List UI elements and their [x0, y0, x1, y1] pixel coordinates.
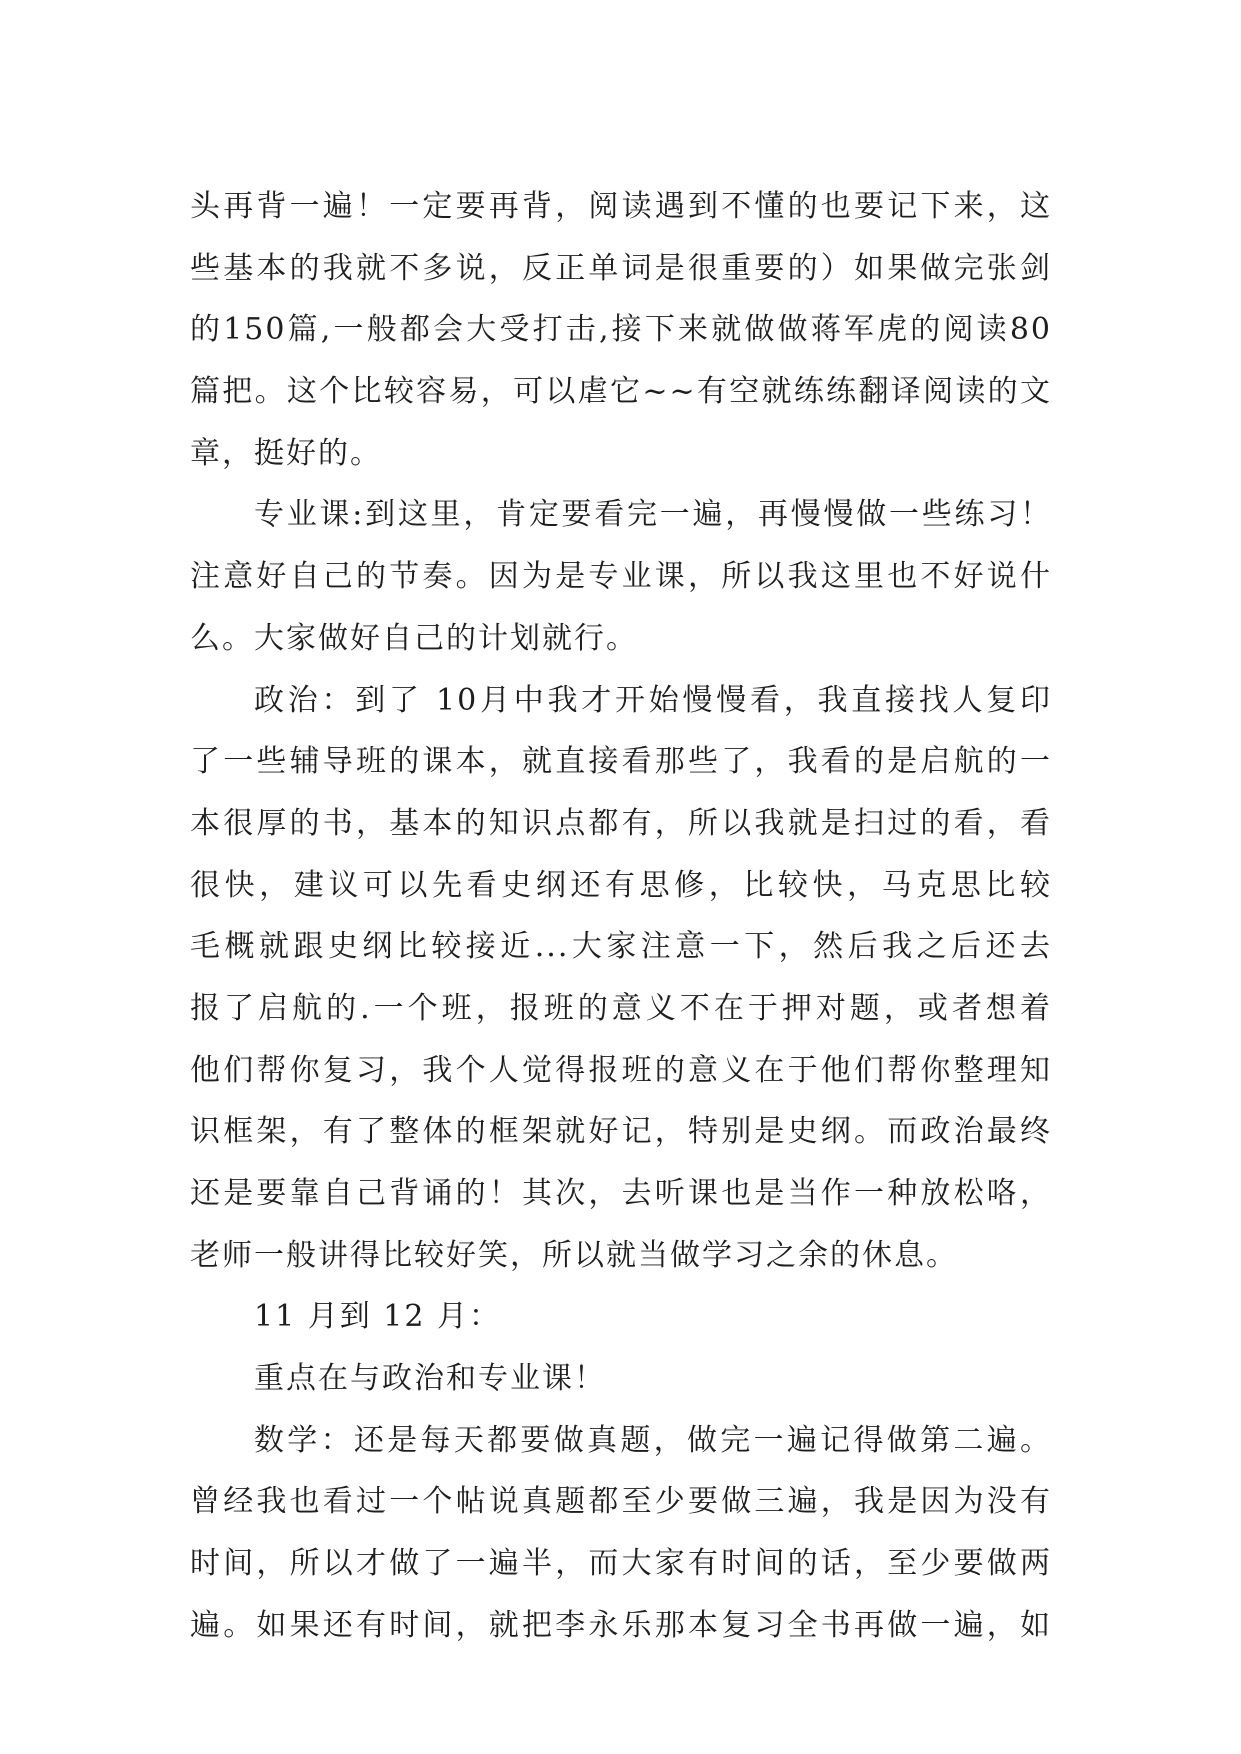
text-line: 重点在与政治和专业课！	[254, 1361, 606, 1397]
text-line: 曾经我也看过一个帖说真题都至少要做三遍，我是因为没有	[190, 1484, 1052, 1520]
paragraph-politics	[190, 670, 1052, 1287]
paragraph-major-course	[190, 484, 1052, 669]
paragraph-math	[190, 1410, 1052, 1657]
text-line: 些基本的我就不多说，反正单词是很重要的）如果做完张剑	[190, 250, 1052, 286]
text-line: 很快，建议可以先看史纲还有思修，比较快，马克思比较	[190, 867, 1052, 903]
text-line: 11 月到 12 月：	[254, 1299, 501, 1335]
paragraph-english-review	[190, 176, 1052, 484]
text-line: 识框架，有了整体的框架就好记，特别是史纲。而政治最终	[190, 1114, 1052, 1150]
text-line: 章，挺好的。	[190, 435, 382, 471]
text-line: 了一些辅导班的课本，就直接看那些了，我看的是启航的一	[190, 744, 1052, 780]
body-text	[190, 176, 1052, 1657]
text-line: 老师一般讲得比较好笑，所以就当做学习之余的休息。	[190, 1237, 958, 1273]
text-line: 么。大家做好自己的计划就行。	[190, 620, 638, 656]
text-line: 专业课:到这里，肯定要看完一遍，再慢慢做一些练习！	[254, 497, 1052, 533]
text-line: 毛概就跟史纲比较接近...大家注意一下，然后我之后还去	[190, 929, 1052, 965]
text-line: 时间，所以才做了一遍半，而大家有时间的话，至少要做两	[190, 1546, 1052, 1582]
text-line: 注意好自己的节奏。因为是专业课，所以我这里也不好说什	[190, 559, 1052, 595]
text-line: 报了启航的.一个班，报班的意义不在于押对题，或者想着	[190, 990, 1052, 1026]
paragraph-focus-note	[190, 1348, 1052, 1410]
text-line: 篇把。这个比较容易，可以虐它~~有空就练练翻译阅读的文	[190, 374, 1052, 410]
text-line: 政治：到了 10月中我才开始慢慢看，我直接找人复印	[254, 682, 1052, 718]
section-heading-nov-dec	[190, 1286, 1052, 1348]
text-line: 他们帮你复习，我个人觉得报班的意义在于他们帮你整理知	[190, 1052, 1052, 1088]
text-line: 的150篇,一般都会大受打击,接下来就做做蒋军虎的阅读80	[190, 312, 1052, 348]
text-line: 还是要靠自己背诵的！其次，去听课也是当作一种放松咯，	[190, 1176, 1052, 1211]
text-line: 数学：还是每天都要做真题，做完一遍记得做第二遍。	[254, 1422, 1052, 1458]
text-line: 遍。如果还有时间，就把李永乐那本复习全书再做一遍，如	[190, 1607, 1052, 1643]
text-line: 本很厚的书，基本的知识点都有，所以我就是扫过的看，看	[190, 805, 1052, 841]
text-line: 头再背一遍！一定要再背，阅读遇到不懂的也要记下来，这	[190, 189, 1052, 224]
